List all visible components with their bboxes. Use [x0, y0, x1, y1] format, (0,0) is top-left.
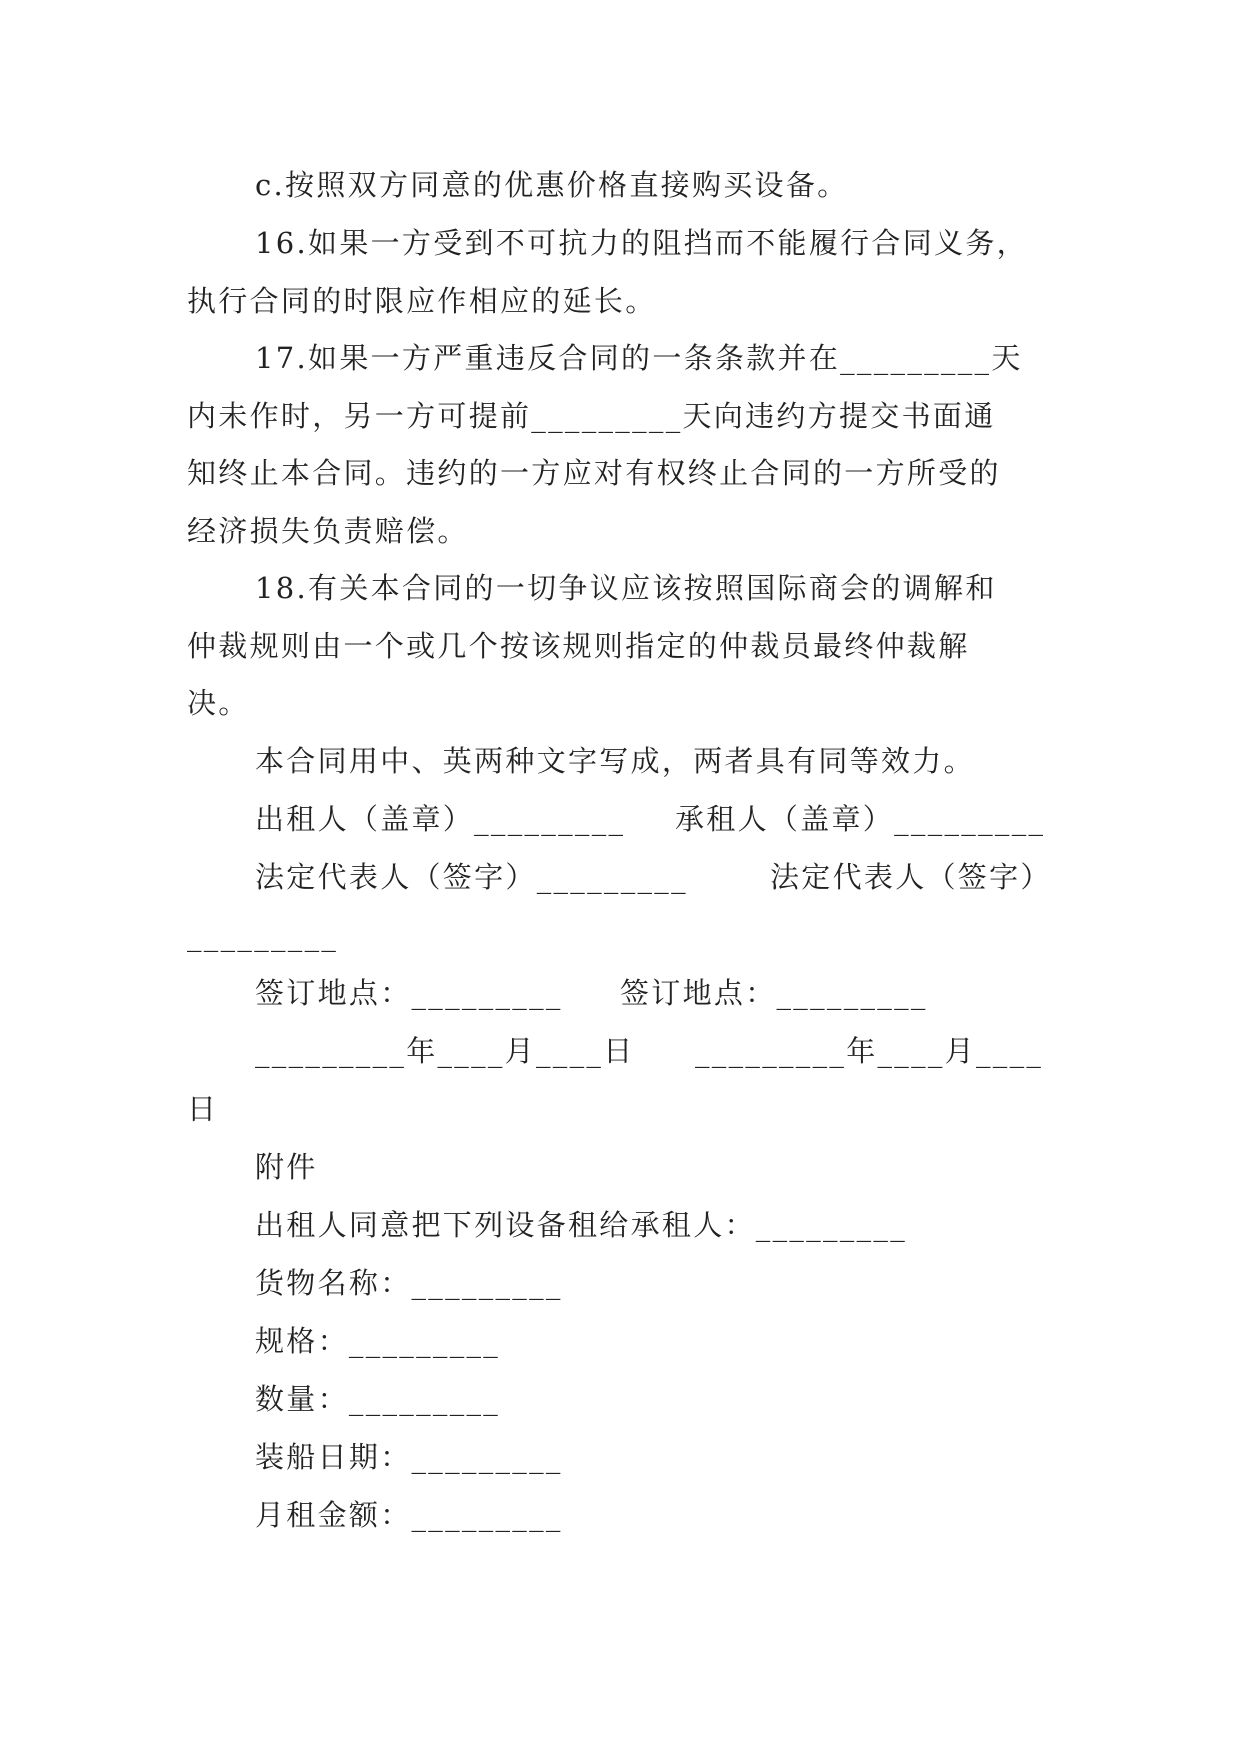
paragraph-line: 16.如果一方受到不可抗力的阻挡而不能履行合同义务，	[255, 226, 1028, 260]
paragraph-line: 内未作时，另一方可提前_________天向违约方提交书面通	[187, 399, 996, 433]
appendix-spec: 规格：_________	[255, 1324, 501, 1358]
lessee-representative-blank: _________	[187, 918, 339, 952]
signing-place-right: 签订地点：_________	[620, 976, 928, 1010]
appendix-monthly-rent: 月租金额：_________	[255, 1498, 563, 1532]
lessee-seal-line: 承租人（盖章）_________	[675, 802, 1046, 836]
lessor-representative-line: 法定代表人（签字）_________	[255, 860, 688, 894]
paragraph-line: 本合同用中、英两种文字写成，两者具有同等效力。	[255, 744, 975, 778]
paragraph-line: 执行合同的时限应作相应的延长。	[187, 284, 657, 318]
date-left: _________年____月____日	[255, 1034, 635, 1068]
appendix-intro: 出租人同意把下列设备租给承租人：_________	[255, 1208, 908, 1242]
paragraph-line: 17.如果一方严重违反合同的一条条款并在_________天	[255, 341, 1023, 375]
date-right-day: 日	[187, 1092, 219, 1126]
lessee-representative-line: 法定代表人（签字）	[770, 860, 1052, 894]
paragraph-line: 18.有关本合同的一切争议应该按照国际商会的调解和	[255, 571, 997, 605]
paragraph-line: 经济损失负责赔偿。	[187, 514, 469, 548]
paragraph-line: 仲裁规则由一个或几个按该规则指定的仲裁员最终仲裁解	[187, 629, 970, 663]
appendix-shipping-date: 装船日期：_________	[255, 1440, 563, 1474]
paragraph-line: c.按照双方同意的优惠价格直接购买设备。	[255, 168, 849, 202]
lessor-seal-line: 出租人（盖章）_________	[255, 802, 626, 836]
signing-place-left: 签订地点：_________	[255, 976, 563, 1010]
appendix-title: 附件	[255, 1150, 318, 1184]
appendix-goods-name: 货物名称：_________	[255, 1266, 563, 1300]
paragraph-line: 决。	[187, 686, 250, 720]
paragraph-line: 知终止本合同。违约的一方应对有权终止合同的一方所受的	[187, 456, 1001, 490]
date-right: _________年____月____	[695, 1034, 1044, 1068]
appendix-quantity: 数量：_________	[255, 1382, 501, 1416]
